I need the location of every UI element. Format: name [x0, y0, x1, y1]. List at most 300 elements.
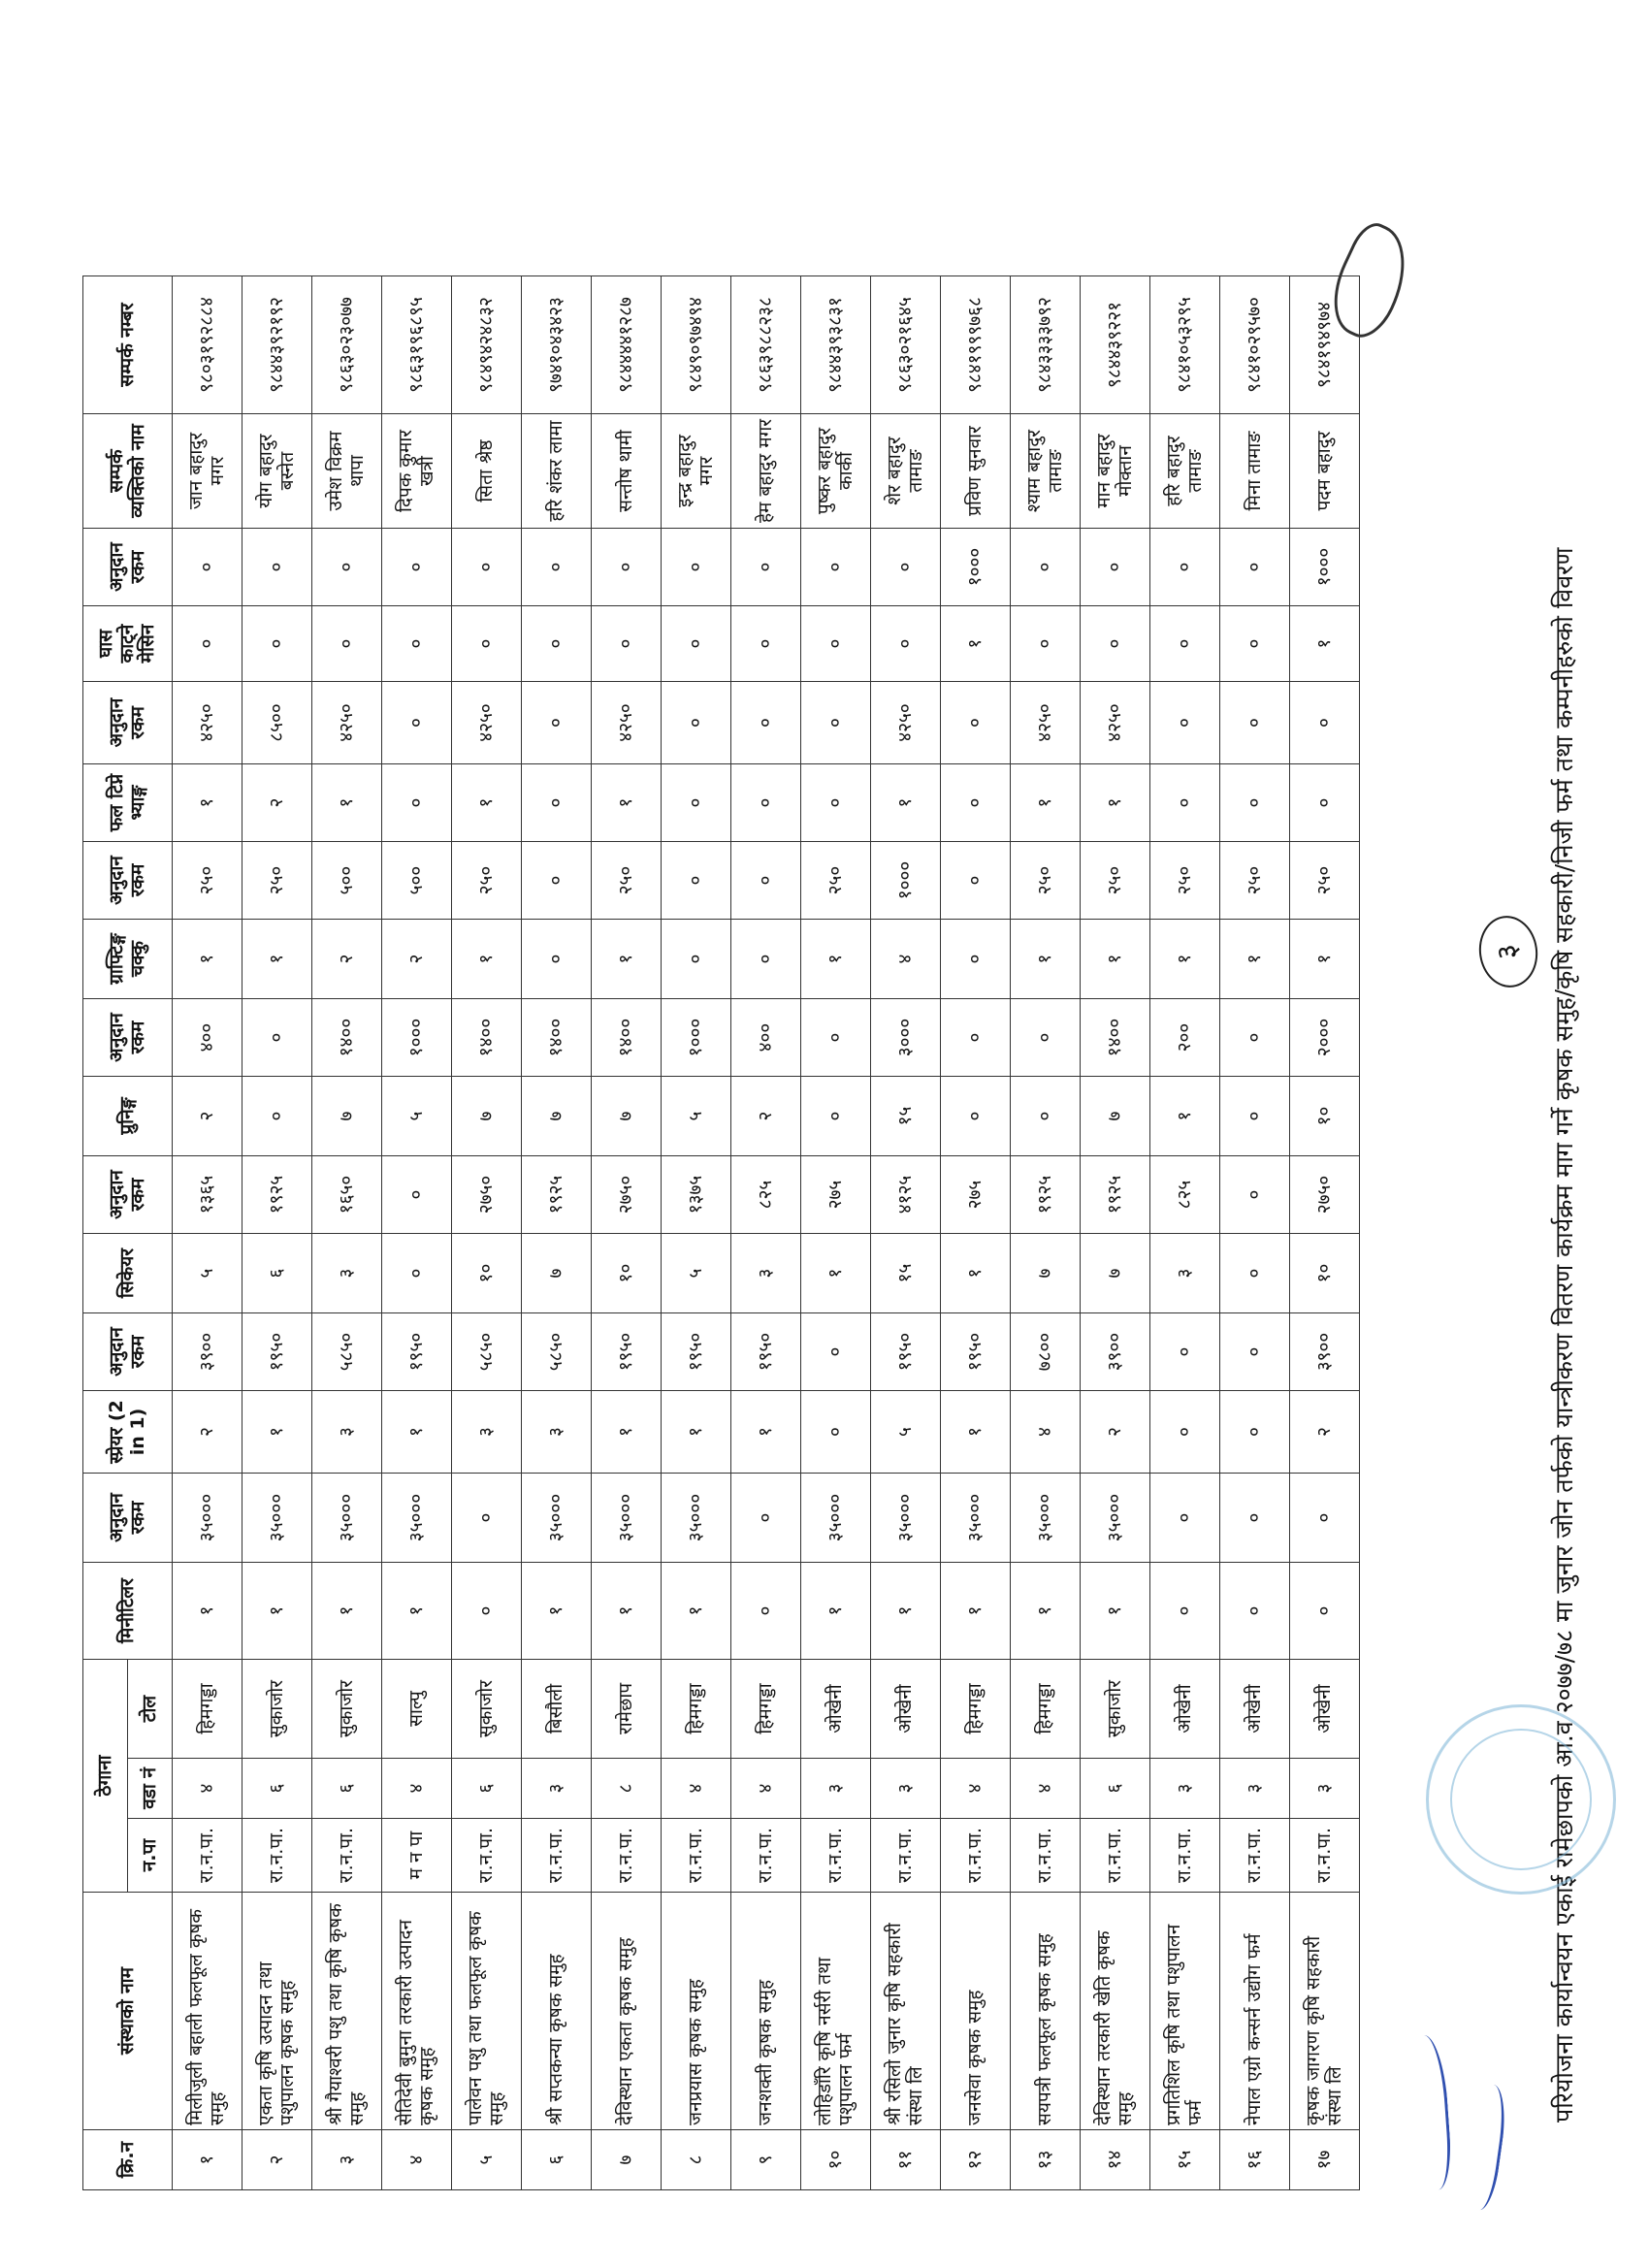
- table-row: [242, 276, 312, 2190]
- cell-name: एकता कृषि उत्पादन तथा पशुपालन कृषक समुह: [242, 1893, 312, 2130]
- cell-sikeyar: ३: [731, 1234, 801, 1313]
- cell-tole: ओखेनी: [801, 1660, 871, 1759]
- cell-sikeyar-amt: १९२५: [1011, 1156, 1081, 1234]
- cell-chakku: २: [312, 920, 382, 999]
- cell-grass-amt: ०: [1081, 529, 1150, 606]
- page-number-circle: ३: [1474, 912, 1542, 991]
- cell-pruning-amt: १४००: [452, 999, 522, 1077]
- cell-tole: हिमगड्डा: [941, 1660, 1011, 1759]
- cell-minitiller: १: [382, 1563, 452, 1660]
- table-row: [1290, 276, 1360, 2190]
- cell-minitiller-amt: ३५०००: [522, 1474, 592, 1563]
- cell-sn: १४: [1081, 2130, 1150, 2190]
- cell-pruning: ०: [801, 1077, 871, 1156]
- cell-phone: ९८४९०९७४९४: [662, 276, 731, 414]
- cell-phone: ९८४१०२९५७०: [1220, 276, 1290, 414]
- cell-chakku-amt: ०: [731, 842, 801, 920]
- cell-np: रा.न.पा.: [242, 1819, 312, 1893]
- cell-name: जनशक्ती कृषक समुह: [731, 1893, 801, 2130]
- cell-chakku: १: [242, 920, 312, 999]
- cell-name: देविस्थान तरकारी खेति कृषक समुह: [1081, 1893, 1150, 2130]
- cell-sprayer: ३: [452, 1391, 522, 1474]
- cell-grass: ०: [592, 606, 662, 682]
- cell-person: पुष्कर बहादुर कार्की: [801, 414, 871, 529]
- cell-person: प्रविण सुनवार: [941, 414, 1011, 529]
- document-title: परियोजना कार्यान्वयन एकाई रामेछापको आ.व २०७७/७८ मा जुनार जोन तर्फको यान्त्रीकरण वितरण कार्यक्रम माग गर्ने कृषक समुह/कृषि सहकारी/निजी फर्म तथा कम्पनीहरुको विवरण: [1550, 547, 1578, 2122]
- cell-sikeyar: ७: [1011, 1234, 1081, 1313]
- cell-grass-amt: १०००: [941, 529, 1011, 606]
- cell-name: पालेवन पशु तथा फलफूल कृषक समुह: [452, 1893, 522, 2130]
- cell-sikeyar-amt: ४१२५: [871, 1156, 941, 1234]
- cell-sprayer-amt: १९५०: [662, 1313, 731, 1391]
- cell-sn: ६: [522, 2130, 592, 2190]
- cell-np: रा.न.पा.: [941, 1819, 1011, 1893]
- cell-ward: ४: [173, 1759, 242, 1819]
- cell-sprayer-amt: ७८००: [1011, 1313, 1081, 1391]
- cell-sn: १०: [801, 2130, 871, 2190]
- cell-np: रा.न.पा.: [1011, 1819, 1081, 1893]
- cell-picker-amt: ०: [731, 682, 801, 764]
- cell-sprayer: ४: [1011, 1391, 1081, 1474]
- cell-picker: १: [1081, 764, 1150, 842]
- cell-sprayer-amt: १९५०: [941, 1313, 1011, 1391]
- cell-sikeyar: ५: [173, 1234, 242, 1313]
- cell-pruning: १०: [1290, 1077, 1360, 1156]
- table-body: [173, 276, 1360, 2190]
- cell-sprayer-amt: १९५०: [871, 1313, 941, 1391]
- cell-sn: ८: [662, 2130, 731, 2190]
- cell-tole: सुकाजोर: [452, 1660, 522, 1759]
- cell-pruning: ७: [592, 1077, 662, 1156]
- cell-chakku: १: [452, 920, 522, 999]
- cell-minitiller: ०: [731, 1563, 801, 1660]
- cell-ward: ४: [941, 1759, 1011, 1819]
- cell-sikeyar-amt: ०: [1220, 1156, 1290, 1234]
- cell-pruning-amt: १४००: [312, 999, 382, 1077]
- cell-name: श्री सप्तकन्या कृषक समुह: [522, 1893, 592, 2130]
- cell-tole: सुकाजोर: [242, 1660, 312, 1759]
- cell-minitiller-amt: ३५०००: [592, 1474, 662, 1563]
- cell-grass-amt: ०: [592, 529, 662, 606]
- cell-person: मान बहादुर मोक्तान: [1081, 414, 1150, 529]
- table-row: [522, 276, 592, 2190]
- cell-picker-amt: ०: [662, 682, 731, 764]
- cell-grass: ०: [871, 606, 941, 682]
- cell-np: रा.न.पा.: [801, 1819, 871, 1893]
- col-org-name: संस्थाको नाम: [83, 1893, 173, 2130]
- cell-tole: रामेछाप: [592, 1660, 662, 1759]
- cell-pruning-amt: ०: [941, 999, 1011, 1077]
- cell-chakku: १: [1290, 920, 1360, 999]
- cell-sn: ४: [382, 2130, 452, 2190]
- cell-phone: ९८६३१९६८९५: [382, 276, 452, 414]
- cell-pruning: ०: [941, 1077, 1011, 1156]
- cell-sn: १३: [1011, 2130, 1081, 2190]
- cell-chakku: ४: [871, 920, 941, 999]
- cell-sprayer: २: [173, 1391, 242, 1474]
- cell-sikeyar: ५: [662, 1234, 731, 1313]
- col-sprayer: स्प्रेयर (2 in 1): [83, 1391, 173, 1474]
- cell-ward: ३: [1150, 1759, 1220, 1819]
- cell-sprayer-amt: ३९००: [1290, 1313, 1360, 1391]
- cell-ward: ३: [871, 1759, 941, 1819]
- col-grant-5: अनुदान रकम: [83, 842, 173, 920]
- cell-picker-amt: ४२५०: [871, 682, 941, 764]
- cell-picker: ०: [662, 764, 731, 842]
- cell-minitiller: १: [522, 1563, 592, 1660]
- cell-sikeyar: १: [801, 1234, 871, 1313]
- cell-np: म न पा: [382, 1819, 452, 1893]
- cell-minitiller: १: [592, 1563, 662, 1660]
- col-grant-7: अनुदान रकम: [83, 529, 173, 606]
- cell-grass: ०: [801, 606, 871, 682]
- cell-chakku: ०: [731, 920, 801, 999]
- cell-phone: ९८४१९४९७४: [1290, 276, 1360, 414]
- cell-pruning: ०: [242, 1077, 312, 1156]
- cell-sprayer: ३: [522, 1391, 592, 1474]
- cell-minitiller: १: [801, 1563, 871, 1660]
- cell-picker-amt: ०: [1150, 682, 1220, 764]
- table-row: [1011, 276, 1081, 2190]
- cell-name: जनप्रयास कृषक समुह: [662, 1893, 731, 2130]
- cell-tole: ओखेनी: [871, 1660, 941, 1759]
- cell-sprayer-amt: १९५०: [382, 1313, 452, 1391]
- cell-minitiller-amt: ३५०००: [1011, 1474, 1081, 1563]
- cell-sprayer: १: [941, 1391, 1011, 1474]
- cell-sprayer: २: [1081, 1391, 1150, 1474]
- cell-chakku-amt: २५०: [242, 842, 312, 920]
- cell-minitiller: ०: [1220, 1563, 1290, 1660]
- cell-pruning: २: [731, 1077, 801, 1156]
- cell-pruning-amt: ०: [242, 999, 312, 1077]
- cell-grass: ०: [662, 606, 731, 682]
- cell-grass-amt: ०: [662, 529, 731, 606]
- cell-person: जान बहादुर मगर: [173, 414, 242, 529]
- cell-ward: ६: [1081, 1759, 1150, 1819]
- signature-underline: [1456, 2082, 1510, 2212]
- cell-sprayer: ०: [1150, 1391, 1220, 1474]
- cell-sikeyar-amt: २७५: [801, 1156, 871, 1234]
- table-row: [1220, 276, 1290, 2190]
- cell-pruning: ७: [312, 1077, 382, 1156]
- cell-sprayer: २: [1290, 1391, 1360, 1474]
- cell-np: रा.न.पा.: [1290, 1819, 1360, 1893]
- cell-sikeyar-amt: ०: [382, 1156, 452, 1234]
- cell-sikeyar-amt: ८२५: [731, 1156, 801, 1234]
- cell-chakku-amt: २५०: [801, 842, 871, 920]
- cell-picker-amt: ४२५०: [1011, 682, 1081, 764]
- cell-person: इन्द्र बहादुर मगर: [662, 414, 731, 529]
- cell-tole: ओखेनी: [1150, 1660, 1220, 1759]
- cell-tole: ओखेनी: [1220, 1660, 1290, 1759]
- cell-tole: ओखेनी: [1290, 1660, 1360, 1759]
- cell-sn: १२: [941, 2130, 1011, 2190]
- cell-grass: १: [941, 606, 1011, 682]
- cell-grass-amt: ०: [731, 529, 801, 606]
- cell-minitiller: १: [312, 1563, 382, 1660]
- cell-chakku: २: [382, 920, 452, 999]
- cell-picker-amt: ०: [1220, 682, 1290, 764]
- cell-person: दिपक कुमार खत्री: [382, 414, 452, 529]
- cell-sikeyar: १०: [452, 1234, 522, 1313]
- cell-pruning: ७: [522, 1077, 592, 1156]
- cell-chakku-amt: १०००: [871, 842, 941, 920]
- cell-picker-amt: ४२५०: [1081, 682, 1150, 764]
- cell-sprayer-amt: १९५०: [731, 1313, 801, 1391]
- cell-sprayer-amt: ५८५०: [452, 1313, 522, 1391]
- col-pruning: प्रुनिङ्ग: [83, 1077, 173, 1156]
- cell-grass: ०: [522, 606, 592, 682]
- cell-grass-amt: १०००: [1290, 529, 1360, 606]
- cell-grass-amt: ०: [1150, 529, 1220, 606]
- cell-pruning: १५: [871, 1077, 941, 1156]
- cell-picker-amt: ०: [1290, 682, 1360, 764]
- cell-minitiller-amt: ०: [452, 1474, 522, 1563]
- cell-ward: ३: [1290, 1759, 1360, 1819]
- cell-sikeyar: १०: [592, 1234, 662, 1313]
- cell-pruning-amt: १०००: [662, 999, 731, 1077]
- cell-name: सयपत्री फलफूल कृषक समुह: [1011, 1893, 1081, 2130]
- cell-sprayer: ०: [801, 1391, 871, 1474]
- cell-chakku: १: [592, 920, 662, 999]
- cell-ward: ६: [312, 1759, 382, 1819]
- cell-ward: ४: [1011, 1759, 1081, 1819]
- cell-phone: ९८४४३९२२१: [1081, 276, 1150, 414]
- cell-phone: ९८४१९९९७६८: [941, 276, 1011, 414]
- cell-person: शेर बहादुर तामाङ: [871, 414, 941, 529]
- office-seal: [1426, 1704, 1616, 1895]
- cell-grass-amt: ०: [452, 529, 522, 606]
- cell-pruning-amt: ०: [1220, 999, 1290, 1077]
- cell-np: रा.न.पा.: [871, 1819, 941, 1893]
- cell-person: सिता श्रेष्ठ: [452, 414, 522, 529]
- cell-picker: ०: [941, 764, 1011, 842]
- cell-sprayer: ५: [871, 1391, 941, 1474]
- cell-chakku-amt: २५०: [1011, 842, 1081, 920]
- col-sn: क्रि.न: [83, 2130, 173, 2190]
- cell-sprayer: १: [242, 1391, 312, 1474]
- cell-tole: हिमगड्डा: [662, 1660, 731, 1759]
- cell-np: रा.न.पा.: [731, 1819, 801, 1893]
- cell-grass-amt: ०: [522, 529, 592, 606]
- cell-picker: ०: [1220, 764, 1290, 842]
- col-sikeyar: सिकेयर: [83, 1234, 173, 1313]
- cell-phone: ९८६३०२३०७७: [312, 276, 382, 414]
- cell-sikeyar: ७: [1081, 1234, 1150, 1313]
- cell-sn: २: [242, 2130, 312, 2190]
- cell-pruning-amt: १४००: [1081, 999, 1150, 1077]
- cell-chakku: ०: [941, 920, 1011, 999]
- cell-chakku: १: [1011, 920, 1081, 999]
- table-row: [941, 276, 1011, 2190]
- cell-sprayer-amt: ०: [801, 1313, 871, 1391]
- cell-person: श्याम बहादुर तामाङ: [1011, 414, 1081, 529]
- cell-chakku: १: [1220, 920, 1290, 999]
- cell-chakku: १: [1150, 920, 1220, 999]
- cell-sikeyar: ६: [242, 1234, 312, 1313]
- col-grant-3: अनुदान रकम: [83, 1156, 173, 1234]
- cell-minitiller-amt: ३५०००: [312, 1474, 382, 1563]
- cell-phone: ९८४९४२४८३२: [452, 276, 522, 414]
- cell-chakku-amt: २५०: [1081, 842, 1150, 920]
- cell-picker: ०: [1290, 764, 1360, 842]
- cell-grass-amt: ०: [382, 529, 452, 606]
- cell-minitiller: ०: [1150, 1563, 1220, 1660]
- cell-grass: ०: [242, 606, 312, 682]
- cell-np: रा.न.पा.: [1081, 1819, 1150, 1893]
- cell-minitiller: १: [662, 1563, 731, 1660]
- cell-picker-amt: ८५००: [242, 682, 312, 764]
- cell-sikeyar: १: [941, 1234, 1011, 1313]
- cell-picker-amt: ४२५०: [452, 682, 522, 764]
- cell-chakku-amt: २५०: [592, 842, 662, 920]
- cell-minitiller-amt: ३५०००: [1081, 1474, 1150, 1563]
- cell-sikeyar-amt: २७५: [941, 1156, 1011, 1234]
- table-row: [1081, 276, 1150, 2190]
- cell-pruning: १: [1150, 1077, 1220, 1156]
- cell-sprayer-amt: ३९००: [173, 1313, 242, 1391]
- cell-minitiller: १: [941, 1563, 1011, 1660]
- cell-picker-amt: ०: [801, 682, 871, 764]
- cell-pruning-amt: ०: [1011, 999, 1081, 1077]
- cell-grass: ०: [1081, 606, 1150, 682]
- cell-ward: ३: [522, 1759, 592, 1819]
- cell-sprayer-amt: १९५०: [592, 1313, 662, 1391]
- cell-sn: ७: [592, 2130, 662, 2190]
- cell-minitiller: १: [871, 1563, 941, 1660]
- cell-tole: सुकाजोर: [312, 1660, 382, 1759]
- cell-chakku: ०: [662, 920, 731, 999]
- cell-sn: १६: [1220, 2130, 1290, 2190]
- cell-grass: ०: [1220, 606, 1290, 682]
- beneficiary-table: [82, 275, 1360, 2190]
- cell-pruning-amt: २०००: [1290, 999, 1360, 1077]
- cell-ward: ४: [662, 1759, 731, 1819]
- col-address: ठेगाना: [83, 1660, 128, 1893]
- cell-tole: सुकाजोर: [1081, 1660, 1150, 1759]
- cell-chakku-amt: ५००: [312, 842, 382, 920]
- cell-sn: १: [173, 2130, 242, 2190]
- cell-phone: ९८०३१९२८८४: [173, 276, 242, 414]
- cell-ward: ३: [1220, 1759, 1290, 1819]
- cell-picker-amt: ०: [382, 682, 452, 764]
- cell-sn: ९: [731, 2130, 801, 2190]
- col-contact-number: सम्पर्क नम्बर: [83, 276, 173, 414]
- cell-sprayer-amt: ५८५०: [522, 1313, 592, 1391]
- cell-pruning: ७: [1081, 1077, 1150, 1156]
- cell-sikeyar-amt: २७५०: [452, 1156, 522, 1234]
- cell-sikeyar: १०: [1290, 1234, 1360, 1313]
- cell-picker: ०: [801, 764, 871, 842]
- cell-sprayer: ०: [1220, 1391, 1290, 1474]
- cell-person: पदम बहादुर: [1290, 414, 1360, 529]
- cell-chakku: १: [1081, 920, 1150, 999]
- table-row: [801, 276, 871, 2190]
- cell-grass: ०: [312, 606, 382, 682]
- cell-sn: ३: [312, 2130, 382, 2190]
- cell-sprayer: ३: [312, 1391, 382, 1474]
- cell-grass: ०: [731, 606, 801, 682]
- cell-minitiller-amt: ३५०००: [242, 1474, 312, 1563]
- cell-sikeyar-amt: १९२५: [242, 1156, 312, 1234]
- cell-minitiller-amt: ३५०००: [173, 1474, 242, 1563]
- cell-chakku-amt: २५०: [1150, 842, 1220, 920]
- cell-minitiller-amt: ०: [1220, 1474, 1290, 1563]
- cell-chakku-amt: २५०: [452, 842, 522, 920]
- cell-sprayer-amt: ५८५०: [312, 1313, 382, 1391]
- signature-underline: [1401, 2034, 1453, 2192]
- cell-name: देविस्थान एकता कृषक समुह: [592, 1893, 662, 2130]
- table-row: [1150, 276, 1220, 2190]
- cell-person: योग बहादुर बस्नेत: [242, 414, 312, 529]
- cell-picker-amt: ०: [522, 682, 592, 764]
- cell-grass-amt: ०: [801, 529, 871, 606]
- cell-phone: ९८४४४४१२८७: [592, 276, 662, 414]
- cell-ward: ४: [382, 1759, 452, 1819]
- cell-chakku-amt: २५०: [1290, 842, 1360, 920]
- table-row: [452, 276, 522, 2190]
- cell-name: नेपाल एग्रो कन्सर्न उद्योग फर्म: [1220, 1893, 1290, 2130]
- cell-picker: ०: [382, 764, 452, 842]
- cell-grass: ०: [452, 606, 522, 682]
- cell-phone: ९८४४३९२१९२: [242, 276, 312, 414]
- cell-np: रा.न.पा.: [452, 1819, 522, 1893]
- cell-name: श्री गैयाश्वरी पशु तथा कृषि कृषक समुह: [312, 1893, 382, 2130]
- cell-minitiller-amt: ०: [731, 1474, 801, 1563]
- cell-pruning: ०: [1011, 1077, 1081, 1156]
- cell-sikeyar-amt: १९२५: [1081, 1156, 1150, 1234]
- cell-person: सन्तोष थामी: [592, 414, 662, 529]
- cell-np: रा.न.पा.: [662, 1819, 731, 1893]
- cell-grass-amt: ०: [1220, 529, 1290, 606]
- cell-sn: ११: [871, 2130, 941, 2190]
- cell-name: श्री रसिलो जुनार कृषि सहकारी संस्था लि: [871, 1893, 941, 2130]
- cell-phone: ९७४१०४३४२३: [522, 276, 592, 414]
- cell-chakku-amt: ०: [941, 842, 1011, 920]
- cell-pruning-amt: ४००: [731, 999, 801, 1077]
- col-chakku: ग्राफ्टिङ्ग चक्कु: [83, 920, 173, 999]
- table-row: [871, 276, 941, 2190]
- cell-sprayer-amt: ३९००: [1081, 1313, 1150, 1391]
- cell-picker: ०: [1150, 764, 1220, 842]
- cell-picker: १: [452, 764, 522, 842]
- cell-ward: ८: [592, 1759, 662, 1819]
- cell-chakku: १: [173, 920, 242, 999]
- cell-picker: २: [242, 764, 312, 842]
- cell-minitiller: १: [1081, 1563, 1150, 1660]
- col-np: न.पा: [128, 1819, 173, 1893]
- cell-picker-amt: ४२५०: [312, 682, 382, 764]
- cell-sikeyar-amt: १३७५: [662, 1156, 731, 1234]
- cell-sikeyar: ०: [382, 1234, 452, 1313]
- table-row: [382, 276, 452, 2190]
- cell-minitiller-amt: ३५०००: [382, 1474, 452, 1563]
- cell-ward: ४: [731, 1759, 801, 1819]
- cell-pruning-amt: २००: [1150, 999, 1220, 1077]
- cell-sprayer-amt: ०: [1150, 1313, 1220, 1391]
- cell-chakku-amt: २५०: [1220, 842, 1290, 920]
- cell-grass: १: [1290, 606, 1360, 682]
- cell-phone: ९८६३०२१६४५: [871, 276, 941, 414]
- cell-tole: हिमगड्डा: [173, 1660, 242, 1759]
- cell-sprayer: १: [731, 1391, 801, 1474]
- col-contact-person: सम्पर्क व्यक्तिको नाम: [83, 414, 173, 529]
- cell-pruning-amt: १४००: [522, 999, 592, 1077]
- cell-picker: ०: [731, 764, 801, 842]
- cell-ward: ६: [242, 1759, 312, 1819]
- table-row: [731, 276, 801, 2190]
- cell-sn: १५: [1150, 2130, 1220, 2190]
